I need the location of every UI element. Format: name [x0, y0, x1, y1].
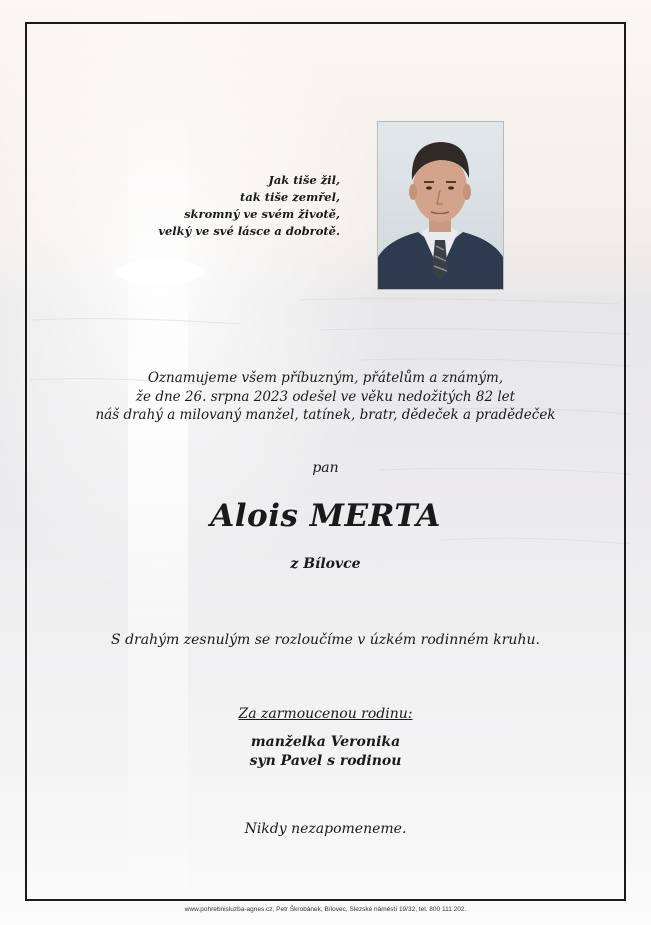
announcement-line: že dne 26. srpna 2023 odešel ve věku nedožitých 82 let	[135, 388, 516, 405]
motto-line: tak tiše zemřel,	[240, 190, 340, 204]
honorific: pan	[312, 460, 339, 476]
announcement-line: Oznamujeme všem příbuzným, přátelům a známým,	[147, 370, 504, 386]
portrait-illustration	[378, 122, 503, 289]
funeral-service-footer: www.pohrebnisluzba-agnes.cz, Petr Škrobánek, Bílovec, Slezské náměstí 19/32, tel. 800 111 202.	[184, 906, 467, 913]
mourners-list	[0, 733, 651, 771]
mourner-entry: manželka Veronika	[250, 734, 401, 750]
deceased-name: Alois MERTA	[210, 498, 441, 534]
motto-line: Jak tiše žil,	[268, 173, 340, 187]
death-announcement	[40, 369, 611, 425]
mourner-entry: syn Pavel s rodinou	[249, 753, 402, 769]
mourners-heading	[0, 706, 651, 722]
farewell-note: S drahým zesnulým se rozloučíme v úzkém rodinném kruhu.	[111, 632, 540, 648]
motto-verse	[130, 172, 340, 240]
closing-line: Nikdy nezapomeneme.	[244, 821, 407, 837]
portrait-photo	[377, 121, 504, 290]
deceased-origin: z Bílovce	[290, 556, 361, 572]
announcement-line: náš drahý a milovaný manžel, tatínek, bratr, dědeček a pradědeček	[95, 407, 556, 423]
mourners-heading-text: Za zarmoucenou rodinu:	[238, 706, 413, 722]
motto-line: velký ve své lásce a dobrotě.	[158, 224, 340, 238]
motto-line: skromný ve svém životě,	[184, 207, 340, 221]
